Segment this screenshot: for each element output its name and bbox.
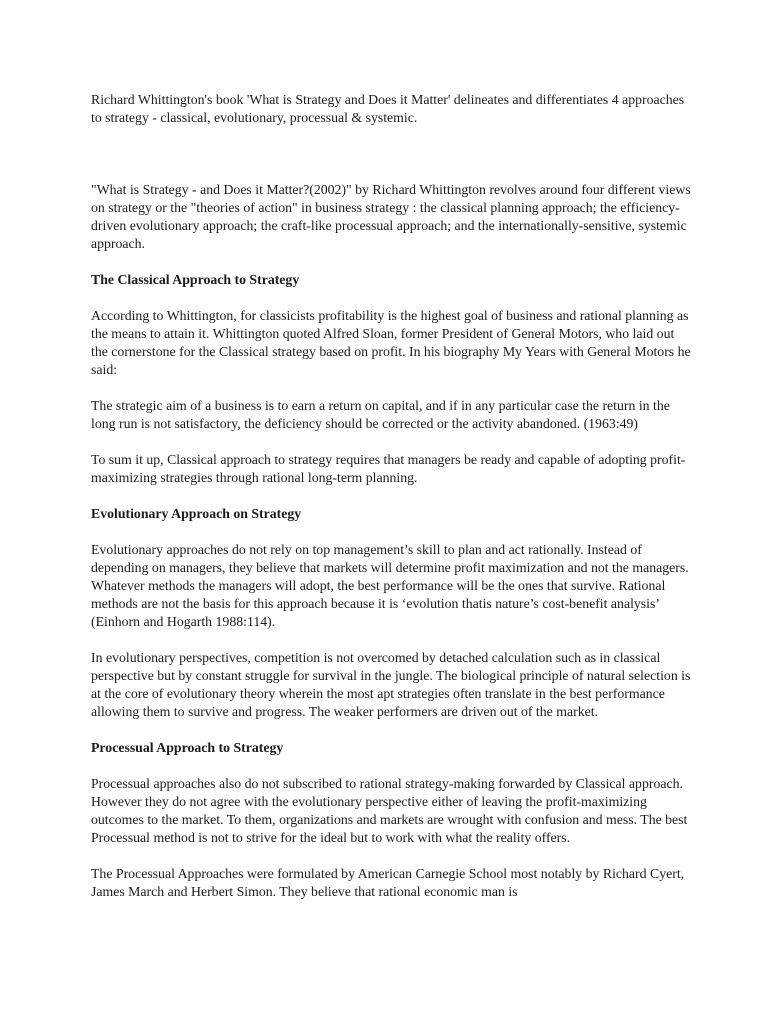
paragraph: Evolutionary approaches do not rely on top management’s skill to plan and act rationally. Instead of depending on managers, they believe that markets will determine profit maximization and not the managers. Whatever methods the managers will adopt, the best performance will be the ones that survive. Rational methods are not the basis for this approach because it is ‘evolution thatis nature’s cost-benefit analysis’ (Einhorn and Hogarth 1988:114). <box>91 542 689 629</box>
paragraph: The Processual Approaches were formulated by American Carnegie School most notably by Richard Cyert, James March and Herbert Simon. They believe that rational economic man is <box>91 866 685 899</box>
quote-paragraph: The strategic aim of a business is to earn a return on capital, and if in any particular case the return in the long run is not satisfactory, the deficiency should be corrected or the activity abandoned. (1963:49) <box>91 398 670 431</box>
overview-paragraph: "What is Strategy - and Does it Matter?(2002)" by Richard Whittington revolves around four different views on strategy or the "theories of action" in business strategy : the classical planning approach; the efficiency-driven evolutionary approach; the craft-like processual approach; and the internationally-sensitive, systemic approach. <box>91 182 691 251</box>
section-heading-evolutionary: Evolutionary Approach on Strategy <box>91 506 302 521</box>
paragraph: To sum it up, Classical approach to strategy requires that managers be ready and capable of adopting profit-maximizing strategies through rational long-term planning. <box>91 452 686 485</box>
paragraph: According to Whittington, for classicists profitability is the highest goal of business and rational planning as the means to attain it. Whittington quoted Alfred Sloan, former President of General Motors, who laid out the cornerstone for the Classical strategy based on profit. In his biography My Years with General Motors he said: <box>91 308 691 377</box>
paragraph: Processual approaches also do not subscribed to rational strategy-making forwarded by Classical approach. However they do not agree with the evolutionary perspective either of leaving the profit-maximizing outcomes to the market. To them, organizations and markets are wrought with confusion and mess. The best Processual method is not to strive for the ideal but to work with what the reality offers. <box>91 776 688 845</box>
intro-paragraph: Richard Whittington's book 'What is Strategy and Does it Matter' delineates and differentiates 4 approaches to strategy - classical, evolutionary, processual & systemic. <box>91 92 685 125</box>
paragraph: In evolutionary perspectives, competition is not overcomed by detached calculation such as in classical perspective but by constant struggle for survival in the jungle. The biological principle of natural selection is at the core of evolutionary theory wherein the most apt strategies often translate in the best performance allowing them to survive and progress. The weaker performers are driven out of the market. <box>91 650 691 719</box>
section-heading-processual: Processual Approach to Strategy <box>91 740 284 755</box>
document-body <box>91 91 691 901</box>
section-heading-classical: The Classical Approach to Strategy <box>91 272 300 287</box>
